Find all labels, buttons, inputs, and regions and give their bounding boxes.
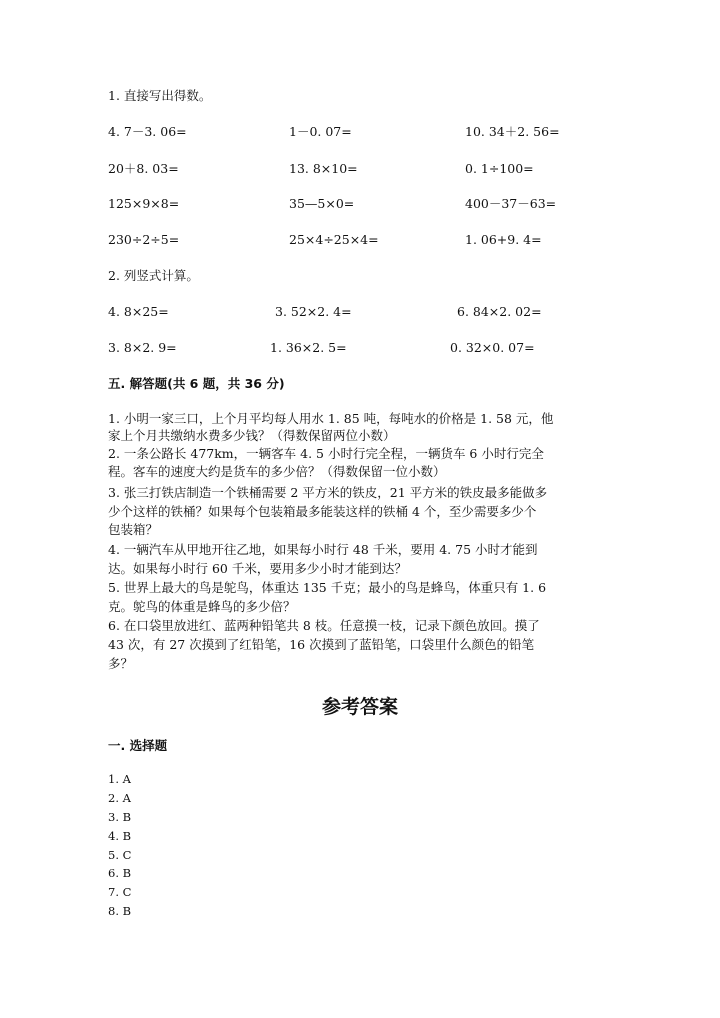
answer-item: 6. B	[108, 866, 132, 880]
answer-item: 8. B	[108, 904, 132, 918]
problem-line: 6. 在口袋里放进红、蓝两种铅笔共 8 枝。任意摸一枝，记录下颜色放回。摸了	[108, 618, 540, 633]
calc-item: 400－37－63=	[465, 196, 557, 211]
calc-item: 25×4÷25×4=	[289, 232, 379, 247]
calc-item: 1－0. 07=	[289, 124, 352, 139]
problem-line: 家上个月共缴纳水费多少钱？（得数保留两位小数）	[108, 428, 396, 443]
problem-line: 少个这样的铁桶？如果每个包装箱最多能装这样的铁桶 4 个，至少需要多少个	[108, 504, 537, 519]
calc-item: 4. 7－3. 06=	[108, 124, 187, 139]
answer-item: 4. B	[108, 829, 132, 843]
problem-line: 5. 世界上最大的鸟是鸵鸟，体重达 135 千克；最小的鸟是蜂鸟，体重只有 1. 6	[108, 580, 547, 595]
problem-line: 3. 张三打铁店制造一个铁桶需要 2 平方米的铁皮，21 平方米的铁皮最多能做多	[108, 485, 548, 500]
calc-item: 1. 36×2. 5=	[270, 340, 347, 355]
calc-item: 1. 06+9. 4=	[465, 232, 542, 247]
calc-item: 4. 8×25=	[108, 304, 169, 319]
answer-item: 7. C	[108, 885, 132, 899]
calc-item: 125×9×8=	[108, 196, 180, 211]
problem-line: 达。如果每小时行 60 千米，要用多少小时才能到达？	[108, 561, 407, 576]
answers-title: 参考答案	[321, 696, 398, 718]
answers-section-heading: 一. 选择题	[108, 738, 168, 753]
answer-item: 3. B	[108, 810, 132, 824]
section1-title: 1. 直接写出得数。	[108, 88, 212, 103]
calc-item: 6. 84×2. 02=	[457, 304, 542, 319]
calc-item: 10. 34＋2. 56=	[465, 124, 560, 139]
answer-item: 2. A	[108, 791, 131, 805]
calc-item: 35—5×0=	[289, 196, 355, 211]
section2-title: 2. 列竖式计算。	[108, 268, 199, 283]
calc-item: 230÷2÷5=	[108, 232, 180, 247]
calc-item: 0. 32×0. 07=	[450, 340, 535, 355]
problem-line: 2. 一条公路长 477km，一辆客车 4. 5 小时行完全程，一辆货车 6 小时行完全	[108, 446, 544, 461]
problem-line: 克。鸵鸟的体重是蜂鸟的多少倍？	[108, 599, 296, 614]
problem-line: 4. 一辆汽车从甲地开往乙地，如果每小时行 48 千米，要用 4. 75 小时才能到	[108, 542, 538, 557]
calc-item: 3. 8×2. 9=	[108, 340, 177, 355]
answer-item: 1. A	[108, 772, 131, 786]
calc-item: 3. 52×2. 4=	[275, 304, 352, 319]
problem-line: 43 次，有 27 次摸到了红铅笔，16 次摸到了蓝铅笔，口袋里什么颜色的铅笔	[108, 637, 535, 652]
answer-item: 5. C	[108, 848, 132, 862]
problem-line: 包装箱？	[108, 522, 159, 537]
section5-heading: 五. 解答题(共 6 题，共 36 分)	[108, 376, 285, 391]
problem-line: 1. 小明一家三口，上个月平均每人用水 1. 85 吨，每吨水的价格是 1. 58 元，他	[108, 411, 554, 426]
calc-item: 0. 1÷100=	[465, 161, 534, 176]
problem-line: 程。客车的速度大约是货车的多少倍？（得数保留一位小数）	[108, 464, 446, 479]
calc-item: 13. 8×10=	[289, 161, 358, 176]
calc-item: 20＋8. 03=	[108, 161, 179, 176]
problem-line: 多？	[108, 656, 134, 671]
